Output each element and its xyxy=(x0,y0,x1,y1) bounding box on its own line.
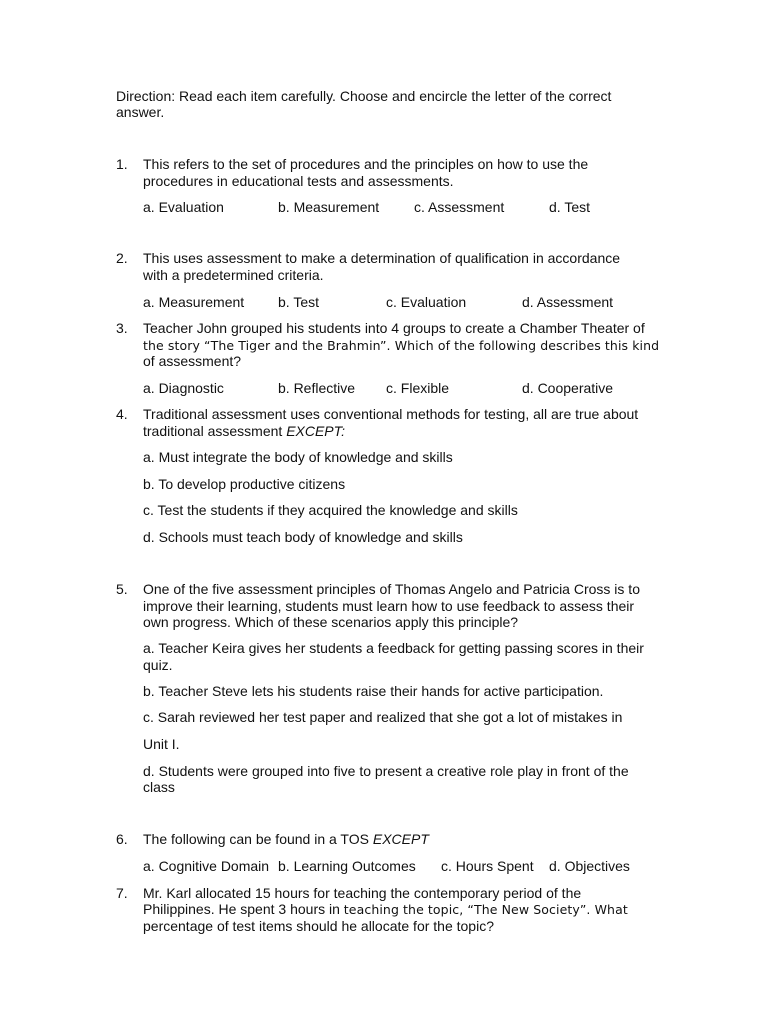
q1-number: 1. xyxy=(116,156,128,172)
q5-choice-b: b. Teacher Steve lets his students raise their hands for active participation. xyxy=(143,683,604,699)
q6-choice-b: b. Learning Outcomes xyxy=(278,858,416,874)
q7-stem-line-2 xyxy=(143,901,628,918)
q2-choice-c: c. Evaluation xyxy=(386,294,467,310)
q1-stem-line-2: procedures in educational tests and assessments. xyxy=(143,173,454,189)
q1-choice-d: d. Test xyxy=(549,199,590,215)
q3-choice-c: c. Flexible xyxy=(386,380,450,396)
q1-choice-a: a. Evaluation xyxy=(143,199,224,215)
q6-stem xyxy=(143,831,429,848)
q5-choice-a-line-1: a. Teacher Keira gives her students a feedback for getting passing scores in their xyxy=(143,640,644,656)
q4-choice-a: a. Must integrate the body of knowledge and skills xyxy=(143,449,453,465)
q3-stem-line-3: of assessment? xyxy=(143,353,242,369)
q6-choice-d: d. Objectives xyxy=(549,858,630,874)
q4-choice-c: c. Test the students if they acquired the knowledge and skills xyxy=(143,502,518,518)
q2-stem-line-1: This uses assessment to make a determination of qualification in accordance xyxy=(143,250,621,266)
q5-choice-d-line-2: class xyxy=(143,779,175,795)
q6-stem-text: The following can be found in a TOS xyxy=(143,831,373,847)
q2-number: 2. xyxy=(116,250,128,266)
q2-choice-b: b. Test xyxy=(278,294,319,310)
q3-choice-b: b. Reflective xyxy=(278,380,356,396)
q4-number: 4. xyxy=(116,406,128,422)
q2-stem-line-2: with a predetermined criteria. xyxy=(143,267,324,283)
q1-stem-line-1: This refers to the set of procedures and the principles on how to use the xyxy=(143,156,589,172)
q7-stem-line-2-a: Philippines. He spent 3 hours in xyxy=(143,901,344,917)
q3-choice-a: a. Diagnostic xyxy=(143,380,224,396)
q5-choice-a-line-2: quiz. xyxy=(143,657,173,673)
q5-choice-c-line-2: Unit I. xyxy=(143,736,180,752)
q4-stem-line-1: Traditional assessment uses conventional methods for testing, all are true about xyxy=(143,406,639,422)
q7-number: 7. xyxy=(116,885,128,901)
q6-choice-c: c. Hours Spent xyxy=(441,858,534,874)
q6-choice-a: a. Cognitive Domain xyxy=(143,858,270,874)
q3-stem-line-1: Teacher John grouped his students into 4 groups to create a Chamber Theater of xyxy=(143,320,645,336)
q5-stem-line-1: One of the five assessment principles of Thomas Angelo and Patricia Cross is to xyxy=(143,581,640,597)
q2-choice-a: a. Measurement xyxy=(143,294,245,310)
direction-line-2: answer. xyxy=(116,104,165,120)
q3-choice-d: d. Cooperative xyxy=(522,380,614,396)
q4-choice-d: d. Schools must teach body of knowledge and skills xyxy=(143,529,463,545)
direction-line-1: Direction: Read each item carefully. Choose and encircle the letter of the correct xyxy=(116,88,612,104)
q6-number: 6. xyxy=(116,831,128,847)
q1-choice-c: c. Assessment xyxy=(414,199,505,215)
q5-number: 5. xyxy=(116,581,128,597)
q4-choice-b: b. To develop productive citizens xyxy=(143,476,346,492)
q6-except-emphasis: EXCEPT xyxy=(372,831,429,847)
q5-choice-c-line-1: c. Sarah reviewed her test paper and realized that she got a lot of mistakes in xyxy=(143,709,623,725)
q7-stem-line-2-b: teaching the topic, “The New Society”. What xyxy=(343,902,628,917)
q3-number: 3. xyxy=(116,320,128,336)
q5-stem-line-2: improve their learning, students must learn how to use feedback to assess their xyxy=(143,598,635,614)
q4-stem-line-2 xyxy=(143,423,345,440)
q4-stem-line-2-text: traditional assessment xyxy=(143,423,287,439)
q4-except-emphasis: EXCEPT: xyxy=(286,423,346,439)
q1-choice-b: b. Measurement xyxy=(278,199,380,215)
q5-stem-line-3: own progress. Which of these scenarios apply this principle? xyxy=(143,614,519,630)
q7-stem-line-3: percentage of test items should he allocate for the topic? xyxy=(143,918,494,934)
q5-choice-d-line-1: d. Students were grouped into five to present a creative role play in front of the xyxy=(143,763,629,779)
q2-choice-d: d. Assessment xyxy=(522,294,614,310)
q3-stem-line-2: the story “The Tiger and the Brahmin”. Which of the following describes this kind xyxy=(143,338,660,353)
q7-stem-line-1: Mr. Karl allocated 15 hours for teaching the contemporary period of the xyxy=(143,885,582,901)
